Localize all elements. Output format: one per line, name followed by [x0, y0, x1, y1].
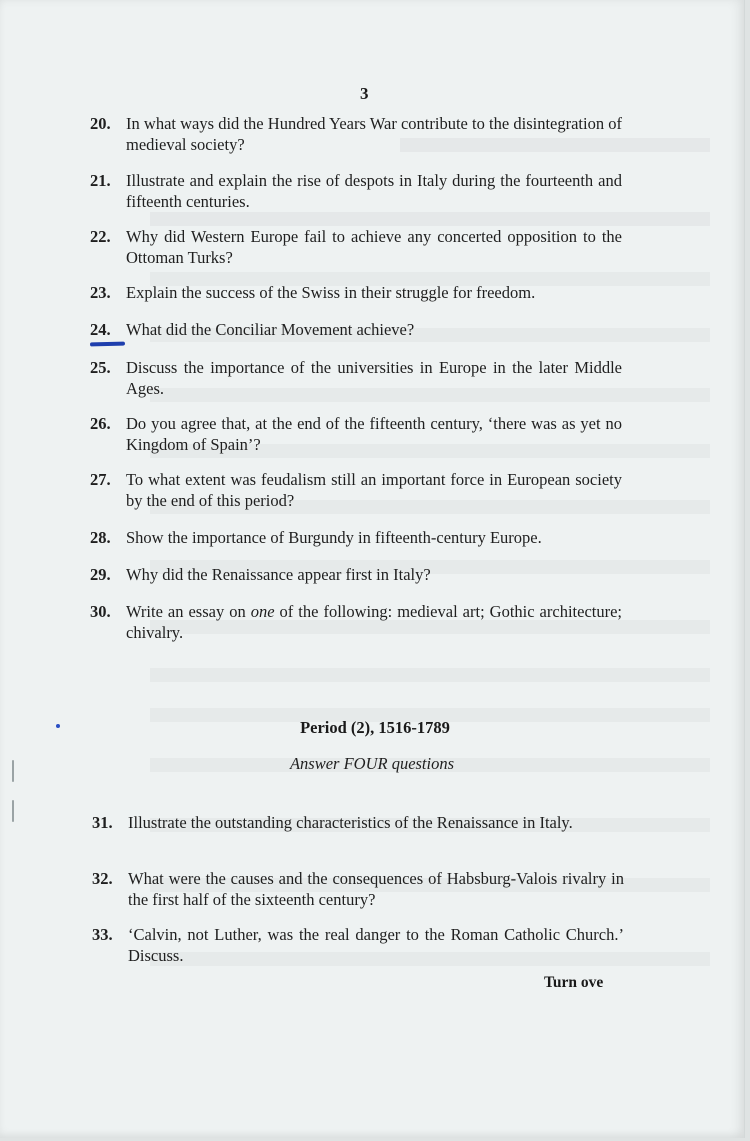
question-text-after: of the following: medieval art; Gothic architecture; chivalry.: [126, 602, 622, 642]
question-text: Show the importance of Burgundy in fifteenth-century Europe.: [126, 528, 542, 547]
question-20: [90, 113, 622, 155]
question-text: Illustrate and explain the rise of despots in Italy during the fourteenth and fifteenth centuries.: [126, 171, 622, 211]
question-text: What did the Conciliar Movement achieve?: [126, 320, 415, 339]
question-number: 23.: [90, 283, 111, 302]
question-number: 20.: [90, 114, 111, 133]
question-text: Why did Western Europe fail to achieve any concerted opposition to the Ottoman Turks?: [126, 227, 622, 267]
page-number: 3: [360, 84, 369, 103]
question-number: 29.: [90, 565, 111, 584]
question-number: 27.: [90, 470, 111, 489]
question-27: [90, 469, 622, 511]
question-number: 24.: [90, 320, 111, 339]
question-number: 21.: [90, 171, 111, 190]
question-text-emphasis: one: [250, 602, 275, 621]
question-33: [92, 924, 624, 966]
question-28: [90, 527, 622, 548]
answer-instruction: Answer FOUR questions: [289, 754, 455, 773]
question-number: 31.: [92, 813, 113, 832]
question-number: 30.: [90, 602, 111, 621]
question-25: [90, 357, 622, 399]
question-32: [92, 868, 624, 910]
question-29: [90, 564, 622, 585]
question-22: [90, 226, 622, 268]
question-number: 26.: [90, 414, 111, 433]
question-number: 22.: [90, 227, 111, 246]
question-24: [90, 319, 622, 340]
question-26: [90, 413, 622, 455]
question-23: [90, 282, 622, 303]
pen-underline-mark: [90, 342, 125, 347]
question-text: [126, 601, 622, 643]
staple-mark-bottom: [12, 800, 14, 822]
period-heading: Period (2), 1516-1789: [300, 718, 450, 737]
question-text: Explain the success of the Swiss in their struggle for freedom.: [126, 283, 536, 302]
question-number: 33.: [92, 925, 113, 944]
question-text: Illustrate the outstanding characteristics of the Renaissance in Italy.: [128, 813, 573, 832]
question-text-before: Write an essay on: [126, 602, 251, 621]
question-text: Do you agree that, at the end of the fifteenth century, ‘there was as yet no Kingdom of Spain’?: [126, 414, 622, 454]
question-number: 28.: [90, 528, 111, 547]
question-number: 25.: [90, 358, 111, 377]
question-text: Why did the Renaissance appear first in Italy?: [126, 565, 431, 584]
question-30: [90, 601, 622, 643]
question-21: [90, 170, 622, 212]
question-text: In what ways did the Hundred Years War contribute to the disintegration of medieval society?: [126, 114, 622, 154]
question-text: Discuss the importance of the universities in Europe in the later Middle Ages.: [126, 358, 622, 398]
question-text: To what extent was feudalism still an important force in European society by the end of this period?: [126, 470, 622, 510]
turn-over-note: Turn ove: [544, 974, 604, 991]
question-31: [92, 812, 624, 833]
question-text: What were the causes and the consequences of Habsburg-Valois rivalry in the first half of the sixteenth century?: [128, 869, 624, 909]
question-text: ‘Calvin, not Luther, was the real danger to the Roman Catholic Church.’ Discuss.: [128, 925, 624, 965]
question-number: 32.: [92, 869, 113, 888]
